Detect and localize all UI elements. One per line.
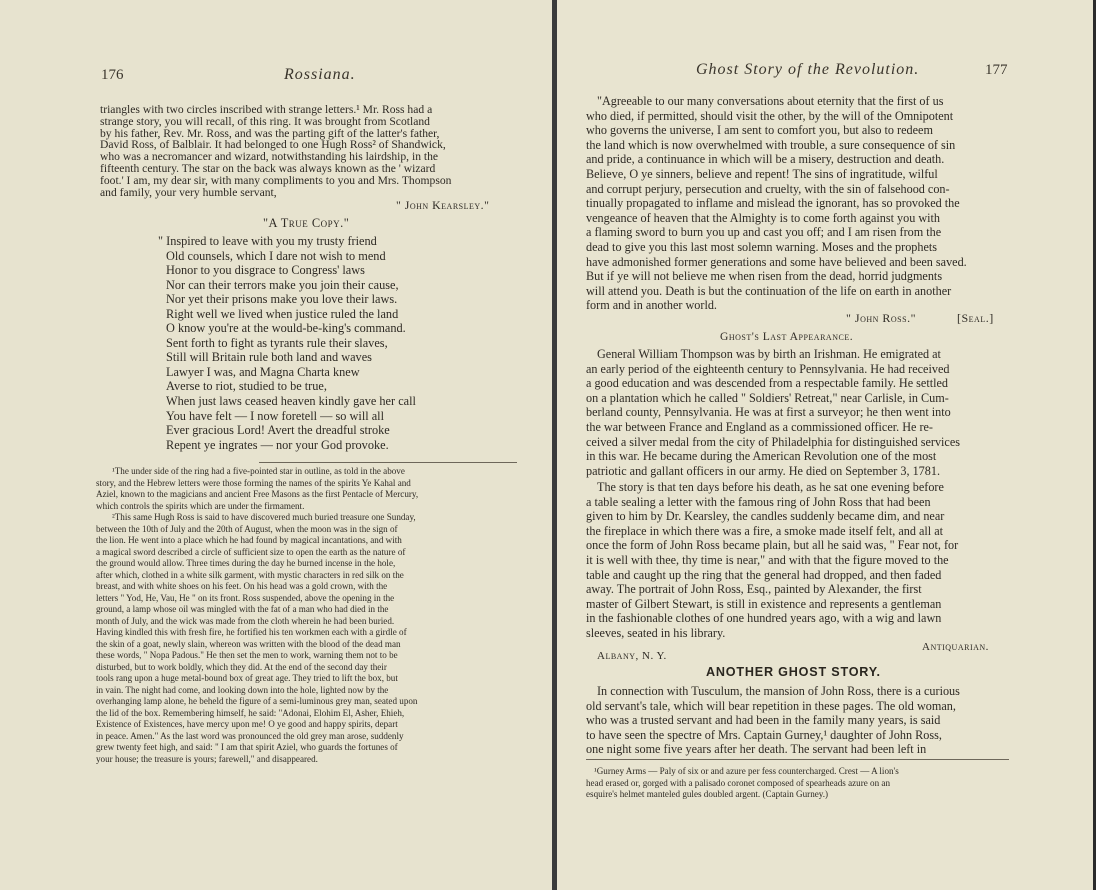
- poem-line: Averse to riot, studied to be true,: [166, 379, 327, 394]
- letter-line: fifteenth century. The star on the back was always known as the ' wizard: [100, 161, 436, 175]
- text-line: given to him by Dr. Kearsley, the candles suddenly became dim, and near: [586, 509, 945, 524]
- footnote-line: head erased or, gorged with a palisado coronet composed of spearheads azure on an: [586, 777, 890, 788]
- right-page-number: 177: [985, 62, 1008, 78]
- copy-heading: "A True Copy.": [263, 216, 350, 230]
- footnote-line: after which, clothed in a white silk garment, with mystic characters in red silk on the: [96, 569, 404, 580]
- footnote-line: tools rang upon a huge metal-bound box of great age. They tried to lift the box, but: [96, 673, 398, 683]
- text-line: a flaming sword to burn you up and cast you off; and I am risen from the: [586, 225, 942, 240]
- footnote-divider: [259, 462, 517, 463]
- poem-line: Sent forth to fight as tyrants rule their slaves,: [166, 335, 388, 350]
- poem-line: Lawyer I was, and Magna Charta knew: [166, 364, 360, 379]
- poem-line: You have felt — I now foretell — so will all: [166, 408, 385, 423]
- poem-line: " Inspired to leave with you my trusty friend: [158, 234, 377, 248]
- footnote-line: between the 10th of July and the 20th of August, when the moon was in the sign of: [96, 523, 398, 534]
- footnote-line: Existence of Existences, have mercy upon me! O ye good and happy spirits, depart: [96, 719, 398, 729]
- right-running-head: Ghost Story of the Revolution.: [696, 61, 920, 78]
- footnote-line: disturbed, but to work boldly, which they did. At the end of the second day their: [96, 661, 387, 672]
- text-line: once the form of John Ross became plain, but all he said was, " Fear not, for: [586, 538, 959, 553]
- footnote-line: letters " Yod, He, Vau, He " on its front. Ross suspended, above the opening in the: [96, 592, 395, 603]
- signature-seal: [Seal.]: [957, 311, 994, 325]
- place-line: Albany, N. Y.: [597, 650, 667, 662]
- text-line: in the fashionable clothes of one hundred years ago, with a wig and lawn: [586, 611, 942, 626]
- text-line: berland county, Pennsylvania. He was at first a surveyor; he then went into: [586, 405, 951, 420]
- text-line: dead to give you this last most solemn warning. Moses and the prophets: [586, 239, 938, 254]
- poem-line: Old counsels, which I dare not wish to mend: [166, 248, 386, 263]
- text-line: a table sealing a letter with the famous ring of John Ross that had been: [586, 494, 931, 509]
- text-line: The story is that ten days before his death, as he sat one evening before: [597, 480, 944, 494]
- text-line: In connection with Tusculum, the mansion of John Ross, there is a curious: [597, 684, 960, 698]
- left-page-number: 176: [101, 67, 124, 83]
- text-line: and pride, a continuance in which will be a misery, destruction and death.: [586, 152, 945, 167]
- text-line: have admonished former generations and some have believed and been saved.: [586, 254, 967, 269]
- signature-name: " John Ross.": [846, 311, 916, 325]
- poem-line: Repent ye ingrates — nor your God provoke.: [166, 437, 389, 452]
- text-line: in this war. He became during the American Revolution one of the most: [586, 449, 937, 464]
- footnote-line: in vain. The night had come, and looking down into the hole, lighted now by the: [96, 684, 389, 695]
- text-line: "Agreeable to our many conversations about eternity that the first of us: [597, 94, 944, 108]
- text-line: ceived a silver medal from the city of Philadelphia for distinguished services: [586, 434, 960, 449]
- text-line: who governs the universe, I am sent to comfort you, but also to redeem: [586, 123, 933, 138]
- paragraph-3: [586, 480, 958, 641]
- text-line: old servant's tale, which will bear repetition in these pages. The old woman,: [586, 698, 956, 713]
- paragraph-1: [586, 94, 967, 313]
- letter-signature: " John Kearsley.": [396, 198, 490, 212]
- footnote-line: overhanging lamp alone, he beheld the figure of a semi-luminous grey man, seated upon: [96, 696, 418, 706]
- text-line: away. The portrait of John Ross, Esq., painted by Alexander, the first: [586, 582, 922, 597]
- text-line: Believe, O ye sinners, believe and repent! The sins of ingratitude, wilful: [586, 166, 938, 181]
- text-line: vengeance of heaven that the Almighty is to come forth against you with: [586, 210, 941, 225]
- footnote-line: the skin of a goat, newly slain, whereon was written with the blood of the dead man: [96, 638, 401, 649]
- text-line: one night some five years after her death. The servant had been left in: [586, 742, 927, 757]
- footnote-line: Aziel, known to the magicians and ancient Free Masons as the first Pentacle of Mercury,: [96, 489, 419, 499]
- poem-line: Still will Britain rule both land and waves: [166, 350, 372, 365]
- footnote-line: Having kindled this with fresh fire, he fortified his ten workmen each with a girdle of: [96, 627, 407, 637]
- text-line: But if ye will not believe me when risen from the dead, horrid judgments: [586, 269, 943, 284]
- footnote-line: ¹The under side of the ring had a five-pointed star in outline, as told in the above: [112, 466, 405, 476]
- text-line: it is well with thee, thy time is near," and with that the figure moved to the: [586, 552, 949, 567]
- text-line: to have seen the spectre of Mrs. Captain Gurney,¹ daughter of John Ross,: [586, 727, 942, 742]
- text-line: the fireplace in which there was a fire, a smoke made itself felt, and all at: [586, 523, 944, 538]
- text-line: on a plantation which he called " Soldiers' Retreat," near Carlisle, in Cum-: [586, 390, 949, 405]
- footnote-line: your house; the treasure is yours; farewell," and disappeared.: [96, 753, 318, 764]
- text-line: tinually propagated to inflame and mislead the ignorant, has so provoked the: [586, 196, 960, 211]
- letter-line: strange story, you will recall, of this ring. It was brought from Scotland: [100, 114, 430, 128]
- text-line: will attend you. Death is but the continuation of the life on earth in another: [586, 283, 952, 298]
- footnote-line: ²This same Hugh Ross is said to have discovered much buried treasure one Sunday,: [112, 512, 416, 522]
- footnote-line: the ground would allow. Three times during the day he burned incense in the hole,: [96, 558, 396, 568]
- footnote-line: in peace. Amen." As the last word was pronounced the old grey man arose, suddenly: [96, 730, 404, 741]
- left-footnotes: [96, 466, 418, 765]
- text-line: and corrupt perjury, persecution and cruelty, with the sin of falsehood con-: [586, 181, 950, 196]
- letter-line: and family, your very humble servant,: [100, 185, 277, 199]
- footnote-line: the lid of the box. Remembering himself, he said: "Adonai, Elohim El, Asher, Ehieh,: [96, 707, 405, 718]
- right-page: [557, 0, 1093, 890]
- footnote-line: story, and the Hebrew letters were those forming the names of the spirits Ye Kahal and: [96, 477, 411, 488]
- letter-line: who was a necromancer and wizard, notwithstanding his lairdship, in the: [100, 150, 439, 164]
- letter-line: triangles with two circles inscribed with strange letters.¹ Mr. Ross had a: [100, 103, 433, 116]
- poem: [158, 234, 416, 452]
- paragraph-2: [586, 347, 960, 478]
- right-footnotes: [586, 766, 899, 801]
- paragraph-4: [586, 684, 960, 757]
- left-running-head: Rossiana.: [284, 66, 356, 83]
- footnote-line: these words, " Nopa Padous." He then set the men to work, warning them not to be: [96, 650, 398, 660]
- text-line: the war between France and England as a commissioned officer. He re-: [586, 419, 933, 434]
- footnote-line: which controls the spirits which are under the firmament.: [96, 500, 305, 511]
- text-line: who was a trusted servant and had been in the family many years, is said: [586, 713, 941, 728]
- chapter-title: ANOTHER GHOST STORY.: [706, 665, 881, 679]
- footnote-line: ground, a lamp whose oil was mingled with the fat of a man who had died in the: [96, 604, 389, 614]
- text-line: table and caught up the ring that the general had dropped, and then faded: [586, 567, 942, 582]
- poem-line: Ever gracious Lord! Avert the dreadful stroke: [166, 423, 390, 438]
- footnote-line: month of July, and the wick was made from the cloth wherein he had been buried.: [96, 615, 395, 626]
- text-line: form and in another world.: [586, 298, 717, 313]
- poem-line: Honor to you disgrace to Congress' laws: [166, 263, 365, 278]
- text-line: patriotic and gallant officers in our army. He died on September 3, 1781.: [586, 463, 941, 478]
- footnote-line: ¹Gurney Arms — Paly of six or and azure per fess countercharged. Crest — A lion's: [594, 766, 899, 776]
- text-line: sleeves, seated in his library.: [586, 625, 726, 640]
- footnote-line: breast, and with white shoes on his feet. On his head was a gold crown, with the: [96, 581, 388, 591]
- footnote-divider: [586, 759, 1009, 760]
- poem-line: O know you're at the would-be-king's command.: [166, 321, 406, 336]
- poem-line: When just laws ceased heaven kindly gave her call: [166, 394, 416, 409]
- poem-line: Nor can their terrors make you join their cause,: [166, 277, 399, 292]
- poem-line: Nor yet their prisons make you love their laws.: [166, 292, 398, 307]
- text-line: master of Gilbert Stewart, is still in existence and represents a gentleman: [586, 596, 942, 611]
- letter-line: foot.' I am, my dear sir, with many compliments to you and Mrs. Thompson: [100, 173, 452, 187]
- text-line: the land which is now overwhelmed with trouble, a sure consequence of sin: [586, 137, 956, 152]
- section-heading: Ghost's Last Appearance.: [720, 330, 854, 343]
- letter-line: David Ross, of Balblair. It had belonged to one Hugh Ross² of Shandwick,: [100, 138, 446, 152]
- text-line: a good education and was descended from a respectable family. He settled: [586, 376, 948, 391]
- text-line: an early period of the eighteenth century to Pennsylvania. He had received: [586, 361, 950, 376]
- letter-line: by his father, Rev. Mr. Ross, and was the parting gift of the latter's father,: [100, 126, 440, 140]
- text-line: General William Thompson was by birth an Irishman. He emigrated at: [597, 347, 941, 361]
- letter-text: [100, 104, 451, 198]
- footnote-line: esquire's helmet manteled gules doubled argent. (Captain Gurney.): [586, 789, 829, 799]
- footnote-line: the lion. He went into a place which he had found by magical incantations, and with: [96, 535, 402, 545]
- poem-line: Right well we lived when justice ruled the land: [166, 306, 399, 321]
- attribution: Antiquarian.: [922, 641, 989, 653]
- footnote-line: grew twenty feet high, and said: " I am that spirit Aziel, who guards the fortunes of: [96, 742, 398, 752]
- footnote-line: a magical sword described a circle of sufficient size to open the earth as the nature of: [96, 546, 406, 557]
- text-line: who died, if permitted, should visit the other, by the will of the Omnipotent: [586, 108, 954, 123]
